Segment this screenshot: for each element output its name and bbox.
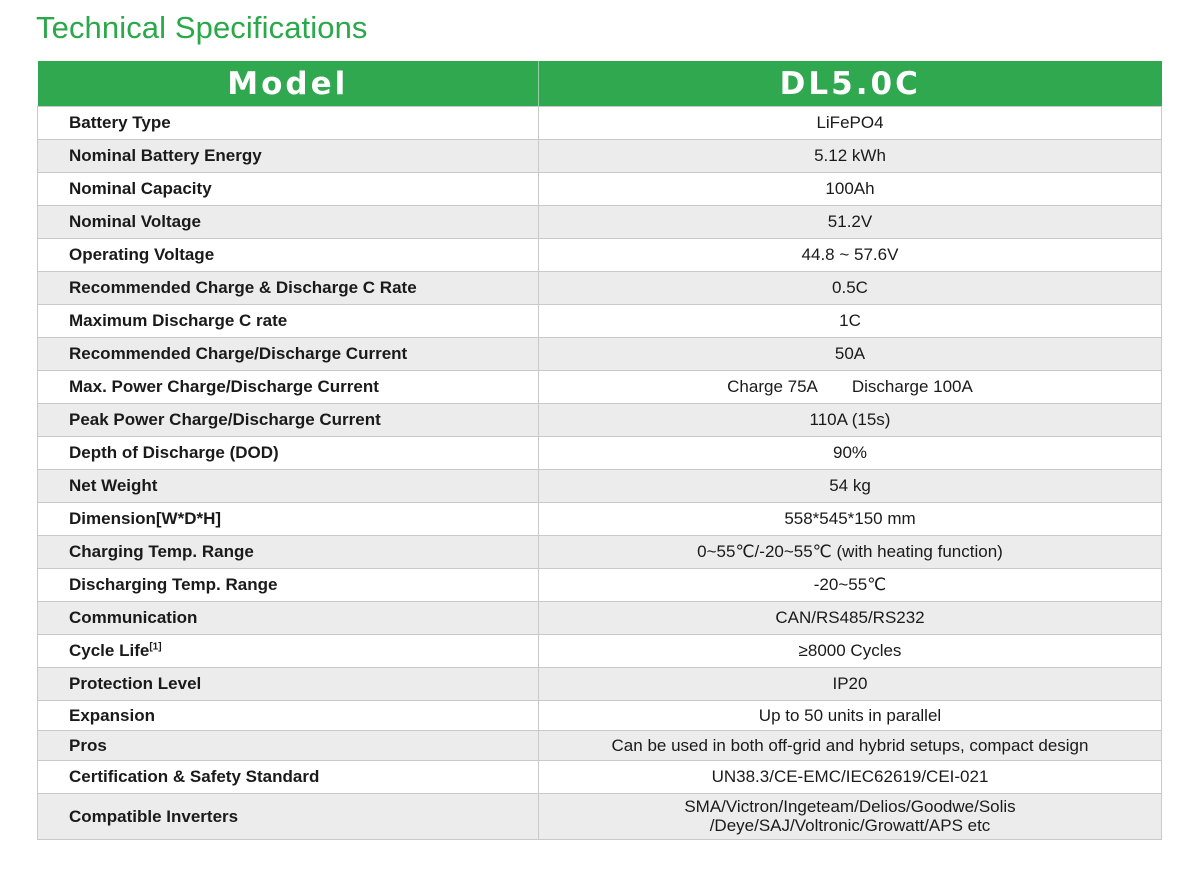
row-value: 110A (15s): [539, 404, 1162, 437]
row-label: Communication: [38, 602, 539, 635]
row-label: [38, 635, 539, 668]
row-label: Dimension[W*D*H]: [38, 503, 539, 536]
row-value: 90%: [539, 437, 1162, 470]
row-label: Discharging Temp. Range: [38, 569, 539, 602]
row-value: Can be used in both off-grid and hybrid setups, compact design: [539, 731, 1162, 761]
table-row: [38, 701, 1162, 731]
table-row: [38, 731, 1162, 761]
row-label: Maximum Discharge C rate: [38, 305, 539, 338]
table-row: [38, 272, 1162, 305]
row-value: IP20: [539, 668, 1162, 701]
row-value: 5.12 kWh: [539, 140, 1162, 173]
table-row: [38, 635, 1162, 668]
cycle-life-label: Cycle Life: [69, 641, 150, 660]
table-row: [38, 173, 1162, 206]
table-row: [38, 206, 1162, 239]
table-row: [38, 761, 1162, 794]
header-row: [38, 61, 1162, 107]
table-row: [38, 404, 1162, 437]
header-model: Model: [38, 61, 539, 107]
row-label: Recommended Charge/Discharge Current: [38, 338, 539, 371]
charge-current: Charge 75A: [727, 377, 818, 396]
row-value: ≥8000 Cycles: [539, 635, 1162, 668]
row-value: CAN/RS485/RS232: [539, 602, 1162, 635]
row-value: 100Ah: [539, 173, 1162, 206]
row-label: Certification & Safety Standard: [38, 761, 539, 794]
table-row: [38, 338, 1162, 371]
row-label: Net Weight: [38, 470, 539, 503]
inverters-line-1: SMA/Victron/Ingeteam/Delios/Goodwe/Solis: [684, 797, 1016, 816]
table-row: [38, 470, 1162, 503]
table-row: [38, 437, 1162, 470]
table-row: [38, 305, 1162, 338]
row-label: Nominal Capacity: [38, 173, 539, 206]
row-value: [539, 794, 1162, 840]
row-label: Pros: [38, 731, 539, 761]
table-row: [38, 602, 1162, 635]
row-value: 1C: [539, 305, 1162, 338]
row-value: 50A: [539, 338, 1162, 371]
table-row: [38, 794, 1162, 840]
row-label: Peak Power Charge/Discharge Current: [38, 404, 539, 437]
row-label: Charging Temp. Range: [38, 536, 539, 569]
page-title: Technical Specifications: [36, 10, 368, 45]
row-value: UN38.3/CE-EMC/IEC62619/CEI-021: [539, 761, 1162, 794]
row-label: Max. Power Charge/Discharge Current: [38, 371, 539, 404]
table-row: [38, 536, 1162, 569]
row-label: Nominal Battery Energy: [38, 140, 539, 173]
spec-table: [37, 61, 1162, 840]
row-label: Compatible Inverters: [38, 794, 539, 840]
row-value: [539, 371, 1162, 404]
row-label: Depth of Discharge (DOD): [38, 437, 539, 470]
table-row: [38, 140, 1162, 173]
table-row: [38, 503, 1162, 536]
row-value: 54 kg: [539, 470, 1162, 503]
table-row: [38, 371, 1162, 404]
row-value: 51.2V: [539, 206, 1162, 239]
table-row: [38, 107, 1162, 140]
inverters-line-2: /Deye/SAJ/Voltronic/Growatt/APS etc: [709, 816, 991, 835]
row-value: 558*545*150 mm: [539, 503, 1162, 536]
table-row: [38, 569, 1162, 602]
row-value: LiFePO4: [539, 107, 1162, 140]
table-row: [38, 239, 1162, 272]
row-label: Recommended Charge & Discharge C Rate: [38, 272, 539, 305]
footnote-marker: [1]: [149, 641, 162, 653]
row-label: Protection Level: [38, 668, 539, 701]
row-value: 0~55℃/-20~55℃ (with heating function): [539, 536, 1162, 569]
discharge-current: Discharge 100A: [851, 377, 973, 396]
row-value: 44.8 ~ 57.6V: [539, 239, 1162, 272]
row-value: Up to 50 units in parallel: [539, 701, 1162, 731]
row-label: Expansion: [38, 701, 539, 731]
row-value: -20~55℃: [539, 569, 1162, 602]
row-label: Operating Voltage: [38, 239, 539, 272]
table-row: [38, 668, 1162, 701]
row-label: Nominal Voltage: [38, 206, 539, 239]
header-model-name: DL5.0C: [539, 61, 1162, 107]
row-label: Battery Type: [38, 107, 539, 140]
row-value: 0.5C: [539, 272, 1162, 305]
